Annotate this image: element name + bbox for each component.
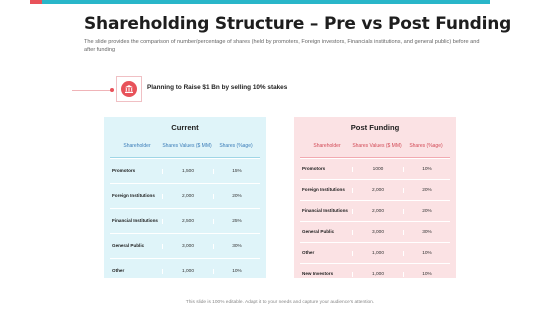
column-header: Shares (%age)	[409, 143, 443, 150]
shareholder-cell: Financial Institutions	[112, 218, 158, 224]
table-row	[110, 183, 260, 208]
plan-icon-box	[116, 76, 142, 102]
post-funding-panel	[294, 117, 456, 278]
value-cell: 1,000	[162, 269, 213, 274]
current-header-row	[110, 137, 260, 158]
shareholder-cell: Financial Institutions	[302, 208, 348, 214]
connector-dot	[110, 88, 114, 92]
post-funding-title: Post Funding	[350, 123, 400, 132]
top-accent-bar	[30, 0, 490, 4]
percent-cell: 10%	[403, 272, 450, 277]
percent-cell: 30%	[213, 244, 260, 249]
value-cell: 2,000	[352, 209, 403, 214]
shareholder-cell: New Investors	[302, 271, 334, 277]
column-header: Shares Values ($ MM)	[162, 143, 212, 150]
footer-note: This slide is 100% editable. Adapt it to your needs and capture your audience's attention.	[185, 300, 375, 305]
value-cell: 3,000	[162, 244, 213, 249]
shareholder-cell: Other	[302, 250, 315, 256]
table-row	[300, 200, 450, 221]
percent-cell: 20%	[213, 194, 260, 199]
column-header: Shares Values ($ MM)	[352, 143, 402, 150]
value-cell: 3,000	[352, 230, 403, 235]
table-row	[300, 158, 450, 179]
table-row	[300, 263, 450, 284]
table-row	[300, 179, 450, 200]
value-cell: 2,000	[352, 188, 403, 193]
top-accent-mark	[30, 0, 42, 4]
value-cell: 2,000	[162, 194, 213, 199]
percent-cell: 20%	[403, 188, 450, 193]
percent-cell: 15%	[213, 169, 260, 174]
value-cell: 1,000	[352, 272, 403, 277]
percent-cell: 30%	[403, 230, 450, 235]
column-header: Shareholder	[313, 143, 341, 150]
table-row	[110, 208, 260, 233]
value-cell: 1,000	[352, 251, 403, 256]
shareholder-cell: Other	[112, 268, 125, 274]
shareholder-cell: General Public	[112, 243, 145, 249]
value-cell: 1,500	[162, 169, 213, 174]
bank-icon	[121, 81, 137, 97]
post-header-row	[300, 137, 450, 158]
connector-line	[72, 90, 112, 91]
value-cell: 2,500	[162, 219, 213, 224]
table-row	[300, 221, 450, 242]
current-title: Current	[171, 123, 199, 132]
current-panel	[104, 117, 266, 278]
table-row	[300, 242, 450, 263]
post-funding-table	[300, 137, 450, 284]
percent-cell: 10%	[213, 269, 260, 274]
current-table	[110, 137, 260, 283]
page-title: Shareholding Structure – Pre vs Post Funding	[84, 14, 512, 34]
percent-cell: 10%	[403, 251, 450, 256]
percent-cell: 25%	[213, 219, 260, 224]
shareholder-cell: Foreign Institutions	[112, 193, 155, 199]
column-header: Shareholder	[123, 143, 151, 150]
shareholder-cell: Foreign Institutions	[302, 187, 345, 193]
shareholder-cell: Promotors	[302, 166, 326, 172]
plan-text: Planning to Raise $1 Bn by selling 10% stakes	[147, 84, 288, 91]
percent-cell: 10%	[403, 167, 450, 172]
table-row	[110, 233, 260, 258]
percent-cell: 20%	[403, 209, 450, 214]
page-description: The slide provides the comparison of number/percentage of shares (held by promoters, Foreign investors, Financials institutions, and general public) before and after funding	[84, 39, 480, 53]
table-row	[110, 158, 260, 183]
shareholder-cell: General Public	[302, 229, 335, 235]
shareholder-cell: Promotors	[112, 168, 136, 174]
table-row	[110, 258, 260, 283]
value-cell: 1000	[352, 167, 403, 172]
column-header: Shares (%age)	[219, 143, 253, 150]
